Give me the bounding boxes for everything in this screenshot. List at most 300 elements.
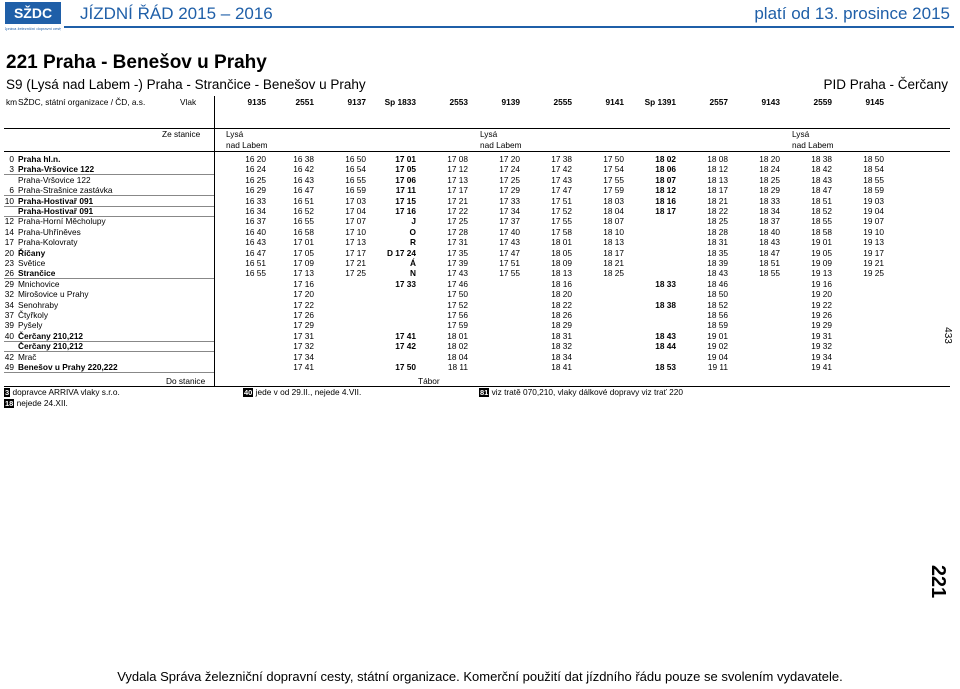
- departure-time: 17 07: [345, 216, 366, 227]
- departure-time: 18 10: [603, 226, 624, 237]
- operator-label: SŽDC, státní organizace / ČD, a.s.: [18, 97, 146, 107]
- departure-time: 18 20: [759, 154, 780, 164]
- departure-time: 16 37: [245, 216, 266, 227]
- station-name: Mrač: [18, 351, 37, 362]
- train-number: 2555: [553, 97, 572, 107]
- departure-time: 17 41: [395, 330, 416, 341]
- departure-time: 18 25: [603, 268, 624, 279]
- departure-time: 19 17: [863, 247, 884, 258]
- km-label: km: [6, 97, 18, 107]
- departure-time: 18 44: [655, 341, 676, 352]
- note-text: dopravce ARRIVA vlaky s.r.o.: [12, 387, 120, 397]
- departure-time: 16 42: [293, 164, 314, 175]
- departure-time: 17 55: [603, 174, 624, 185]
- departure-time: 18 50: [707, 289, 728, 300]
- departure-time: 17 59: [447, 320, 468, 331]
- note-badge: 18: [5, 399, 14, 408]
- station-km: 17: [4, 237, 14, 248]
- departure-time: 19 02: [707, 341, 728, 352]
- departure-time: 16 33: [245, 195, 266, 206]
- departure-time: 19 32: [811, 341, 832, 352]
- origin-station: nad Labem: [792, 140, 834, 150]
- departure-time: 17 47: [499, 247, 520, 258]
- departure-time: 18 04: [447, 351, 468, 362]
- station-name: Praha hl.n.: [18, 154, 61, 164]
- departure-time: 17 04: [345, 206, 366, 216]
- row-separator: [4, 341, 214, 342]
- station-km: 39: [4, 320, 14, 331]
- pid-label: PID Praha - Čerčany: [823, 77, 948, 92]
- station-name: Praha-Horní Měcholupy: [18, 216, 106, 227]
- departure-time: 16 55: [293, 216, 314, 227]
- departure-time: 19 16: [811, 278, 832, 289]
- departure-time: 18 26: [551, 310, 572, 320]
- station-name: Praha-Vršovice 122: [18, 164, 95, 175]
- departure-time: 18 13: [603, 237, 624, 248]
- departure-time: 18 17: [603, 247, 624, 258]
- departure-time: 17 39: [447, 258, 468, 268]
- departure-time: 16 25: [245, 174, 266, 185]
- departure-time: 18 16: [655, 195, 676, 206]
- departure-time: 16 50: [345, 154, 366, 164]
- note-text: viz tratě 070,210, vlaky dálkové dopravy viz trať 220: [491, 387, 683, 397]
- departure-time: 18 17: [655, 206, 676, 216]
- train-number: Sp 1391: [644, 97, 676, 107]
- departure-time: 18 51: [811, 195, 832, 206]
- departure-time: 16 43: [245, 237, 266, 248]
- departure-time: 19 05: [811, 247, 832, 258]
- valid-from: platí od 13. prosince 2015: [754, 4, 950, 23]
- departure-time: 18 25: [707, 216, 728, 227]
- departure-time: 17 34: [499, 206, 520, 216]
- departure-time: 18 07: [603, 216, 624, 227]
- departure-time: 18 31: [551, 330, 572, 341]
- origin-station: Lysá: [792, 129, 810, 139]
- departure-time: 16 51: [245, 258, 266, 268]
- departure-time: 17 01: [395, 154, 416, 164]
- row-separator: [4, 195, 214, 196]
- station-km: 34: [4, 299, 14, 310]
- departure-time: 18 07: [655, 174, 676, 185]
- station-name: Čerčany 210,212: [18, 341, 84, 352]
- departure-time: 17 55: [551, 216, 572, 227]
- departure-time: 17 16: [395, 206, 416, 216]
- station-km: 6: [9, 185, 14, 196]
- departure-time: 19 20: [811, 289, 832, 300]
- departure-time: 17 05: [395, 164, 416, 175]
- departure-time: 17 21: [345, 258, 366, 268]
- departure-time: 18 16: [551, 278, 572, 289]
- departure-time: 17 08: [447, 154, 468, 164]
- departure-time: 17 25: [499, 174, 520, 185]
- departure-time: 18 01: [551, 237, 572, 248]
- departure-time: 18 43: [811, 174, 832, 185]
- footer: Vydala Správa železniční dopravní cesty, státní organizace. Komerční použití dat jízdního řádu pouze se svolením vydavatele.: [117, 669, 843, 684]
- departure-time: 18 58: [811, 226, 832, 237]
- departure-time: 17 37: [499, 216, 520, 227]
- departure-time: 17 34: [293, 351, 314, 362]
- departure-time: 18 21: [707, 195, 728, 206]
- departure-time: 18 29: [551, 320, 572, 331]
- departure-time: 18 38: [811, 154, 832, 164]
- train-number: 2557: [709, 97, 728, 107]
- station-km: 42: [4, 351, 14, 362]
- logo-sub: Správa železniční dopravní cesty: [5, 26, 61, 31]
- departure-time: 19 11: [707, 362, 728, 372]
- logo: [5, 2, 61, 32]
- station-km: 3: [9, 164, 14, 175]
- station-km: 12: [4, 216, 14, 227]
- departure-time: 16 43: [293, 174, 314, 185]
- vlak-label: Vlak: [180, 97, 197, 107]
- station-km: 26: [4, 268, 14, 279]
- departure-time: J: [411, 216, 416, 227]
- departure-time: 18 47: [811, 185, 832, 196]
- station-name: Praha-Vršovice 122: [18, 174, 91, 185]
- departure-time: 18 59: [707, 320, 728, 331]
- station-name: Říčany: [18, 247, 46, 258]
- row-separator: [4, 174, 214, 175]
- departure-time: 18 05: [551, 247, 572, 258]
- column-divider: [214, 96, 215, 386]
- departure-time: 16 58: [293, 226, 314, 237]
- departure-time: 18 59: [863, 185, 884, 196]
- departure-time: 17 29: [499, 185, 520, 196]
- route-title: 221 Praha - Benešov u Prahy: [6, 52, 267, 73]
- departure-time: 19 04: [707, 351, 728, 362]
- departure-time: 17 24: [499, 164, 520, 175]
- departure-time: 17 35: [447, 247, 468, 258]
- departure-time: 17 52: [447, 299, 468, 310]
- row-separator: [4, 372, 214, 373]
- departure-time: 17 50: [447, 289, 468, 300]
- departure-time: 17 58: [551, 226, 572, 237]
- departure-time: 18 13: [707, 174, 728, 185]
- train-number: 9141: [605, 97, 624, 107]
- note-badge: 3: [5, 388, 10, 397]
- departure-time: 17 28: [447, 226, 468, 237]
- departure-time: 17 13: [345, 237, 366, 248]
- departure-time: 17 54: [603, 164, 624, 175]
- departure-time: 17 17: [447, 185, 468, 196]
- station-km: 20: [4, 247, 14, 258]
- departure-time: D 17 24: [386, 247, 416, 258]
- station-km: 40: [4, 330, 14, 341]
- train-number: 9139: [501, 97, 520, 107]
- departure-time: 19 21: [863, 258, 884, 268]
- station-km: 37: [4, 310, 14, 320]
- station-name: Čtyřkoly: [18, 310, 48, 320]
- departure-time: 16 54: [345, 164, 366, 175]
- document-title: JÍZDNÍ ŘÁD 2015 – 2016: [80, 4, 273, 23]
- departure-time: 17 26: [293, 310, 314, 320]
- station-km: 0: [9, 154, 14, 164]
- departure-time: 18 39: [707, 258, 728, 268]
- departure-time: 17 25: [447, 216, 468, 227]
- departure-time: 19 09: [811, 258, 832, 268]
- departure-time: 18 43: [759, 237, 780, 248]
- departure-time: 19 41: [811, 362, 832, 372]
- departure-time: 17 40: [499, 226, 520, 237]
- departure-time: 19 25: [863, 268, 884, 279]
- station-km: 14: [4, 226, 14, 237]
- departure-time: 19 31: [811, 330, 832, 341]
- station-name: Pyšely: [18, 320, 43, 331]
- departure-time: 19 01: [811, 237, 832, 248]
- departure-time: 16 52: [293, 206, 314, 216]
- departure-time: 17 22: [293, 299, 314, 310]
- to-label: Do stanice: [166, 376, 206, 386]
- departure-time: 18 50: [863, 154, 884, 164]
- departure-time: 18 55: [811, 216, 832, 227]
- departure-time: 19 13: [811, 268, 832, 279]
- departure-time: 19 01: [707, 330, 728, 341]
- departure-time: 19 07: [863, 216, 884, 227]
- departure-time: 17 55: [499, 268, 520, 279]
- departure-time: 16 47: [245, 247, 266, 258]
- departure-time: 17 10: [345, 226, 366, 237]
- departure-time: 18 02: [655, 154, 676, 164]
- departure-time: 17 20: [293, 289, 314, 300]
- note-badge: 40: [244, 388, 253, 397]
- station-name: Mnichovice: [18, 278, 60, 289]
- departure-time: 18 32: [551, 341, 572, 352]
- departure-time: 17 52: [551, 206, 572, 216]
- departure-time: 16 40: [245, 226, 266, 237]
- departure-time: 17 51: [499, 258, 520, 268]
- origin-station: Lysá: [226, 129, 244, 139]
- logo-text: SŽDC: [13, 5, 53, 21]
- departure-time: 16 38: [293, 154, 314, 164]
- departure-time: 16 51: [293, 195, 314, 206]
- departure-time: 17 51: [551, 195, 572, 206]
- departure-time: 18 51: [759, 258, 780, 268]
- note-badge: 81: [480, 388, 489, 397]
- departure-time: 18 43: [707, 268, 728, 279]
- departure-time: 17 03: [345, 195, 366, 206]
- departure-time: Á: [410, 258, 416, 268]
- station-name: Světice: [18, 258, 46, 268]
- origin-station: nad Labem: [226, 140, 268, 150]
- departure-time: 18 12: [655, 185, 676, 196]
- departure-time: 18 41: [551, 362, 572, 372]
- station-name: Praha-Hostivař 091: [18, 206, 94, 216]
- departure-time: 18 34: [759, 206, 780, 216]
- departure-time: 17 33: [395, 278, 416, 289]
- departure-time: 17 06: [395, 174, 416, 185]
- station-km: 32: [4, 289, 14, 300]
- departure-time: 18 54: [863, 164, 884, 175]
- departure-time: 17 12: [447, 164, 468, 175]
- departure-time: 17 20: [499, 154, 520, 164]
- from-label: Ze stanice: [162, 129, 201, 139]
- train-number: 9137: [347, 97, 366, 107]
- destination-tabor: Tábor: [418, 376, 440, 386]
- departure-time: 17 32: [293, 341, 314, 352]
- departure-time: 18 55: [759, 268, 780, 279]
- departure-time: 18 35: [707, 247, 728, 258]
- departure-time: 16 34: [245, 206, 266, 216]
- departure-time: 17 42: [551, 164, 572, 175]
- departure-time: 16 59: [345, 185, 366, 196]
- station-km: 49: [4, 362, 14, 372]
- departure-time: 18 22: [551, 299, 572, 310]
- note-text: nejede 24.XII.: [16, 398, 68, 408]
- station-name: Senohraby: [18, 299, 59, 310]
- departure-time: 16 29: [245, 185, 266, 196]
- departure-time: 17 16: [293, 278, 314, 289]
- departure-time: 17 56: [447, 310, 468, 320]
- row-separator: [4, 216, 214, 217]
- side-page-number: 433: [942, 327, 954, 344]
- departure-time: 19 13: [863, 237, 884, 248]
- timetable: [4, 96, 950, 396]
- departure-time: 18 20: [551, 289, 572, 300]
- departure-time: 18 13: [551, 268, 572, 279]
- departure-time: 18 33: [759, 195, 780, 206]
- train-number: 2559: [813, 97, 832, 107]
- departure-time: 18 17: [707, 185, 728, 196]
- departure-time: 17 33: [499, 195, 520, 206]
- departure-time: 19 04: [863, 206, 884, 216]
- departure-time: 18 09: [551, 258, 572, 268]
- divider: [4, 151, 950, 152]
- departure-time: 18 33: [655, 278, 676, 289]
- departure-time: 18 08: [707, 154, 728, 164]
- departure-time: 18 43: [655, 330, 676, 341]
- departure-time: 19 26: [811, 310, 832, 320]
- departure-time: 18 52: [707, 299, 728, 310]
- row-separator: [4, 351, 214, 352]
- departure-time: 18 47: [759, 247, 780, 258]
- departure-time: 17 25: [345, 268, 366, 279]
- departure-time: 17 59: [603, 185, 624, 196]
- train-number: 9143: [761, 97, 780, 107]
- train-number: 2553: [449, 97, 468, 107]
- station-km: 10: [4, 195, 14, 206]
- departure-time: 18 02: [447, 341, 468, 352]
- station-km: 29: [4, 278, 14, 289]
- departure-time: 18 29: [759, 185, 780, 196]
- station-name: Benešov u Prahy 220,222: [18, 362, 118, 372]
- departure-time: 17 41: [293, 362, 314, 372]
- departure-time: 19 03: [863, 195, 884, 206]
- big-route-number: 221: [926, 564, 949, 599]
- departure-time: 17 31: [447, 237, 468, 248]
- train-number: Sp 1833: [384, 97, 416, 107]
- departure-time: 17 15: [395, 195, 416, 206]
- departure-time: 17 43: [551, 174, 572, 185]
- note-text: jede v od 29.II., nejede 4.VII.: [255, 387, 362, 397]
- departure-time: 18 55: [863, 174, 884, 185]
- departure-time: O: [409, 226, 416, 237]
- departure-time: 18 12: [707, 164, 728, 175]
- departure-time: 17 17: [345, 247, 366, 258]
- departure-time: 18 46: [707, 278, 728, 289]
- header-rule: [64, 26, 954, 28]
- departure-time: 17 50: [603, 154, 624, 164]
- departure-time: 17 01: [293, 237, 314, 248]
- departure-time: 16 55: [245, 268, 266, 279]
- departure-time: 19 29: [811, 320, 832, 331]
- departure-time: 18 37: [759, 216, 780, 227]
- departure-time: 19 22: [811, 299, 832, 310]
- row-separator: [4, 206, 214, 207]
- departure-time: 18 34: [551, 351, 572, 362]
- departure-time: 18 24: [759, 164, 780, 175]
- departure-time: 17 50: [395, 362, 416, 372]
- departure-time: 18 52: [811, 206, 832, 216]
- departure-time: 17 31: [293, 330, 314, 341]
- station-name: Praha-Hostivař 091: [18, 195, 94, 206]
- departure-time: 18 01: [447, 330, 468, 341]
- departure-time: 18 04: [603, 206, 624, 216]
- departure-time: 17 38: [551, 154, 572, 164]
- departure-time: 18 06: [655, 164, 676, 175]
- row-separator: [4, 278, 214, 279]
- departure-time: 16 47: [293, 185, 314, 196]
- departure-time: 18 31: [707, 237, 728, 248]
- departure-time: 18 42: [811, 164, 832, 175]
- departure-time: 18 21: [603, 258, 624, 268]
- route-subtitle: S9 (Lysá nad Labem -) Praha - Strančice - Benešov u Prahy: [6, 77, 366, 92]
- departure-time: 18 03: [603, 195, 624, 206]
- departure-time: 18 40: [759, 226, 780, 237]
- departure-time: 17 43: [447, 268, 468, 279]
- departure-time: N: [410, 268, 416, 279]
- station-km: 23: [4, 258, 14, 268]
- departure-time: 17 47: [551, 185, 572, 196]
- departure-time: 16 24: [245, 164, 266, 175]
- station-name: Praha-Uhříněves: [18, 226, 81, 237]
- divider: [4, 386, 950, 387]
- origin-station: nad Labem: [480, 140, 522, 150]
- departure-time: 17 29: [293, 320, 314, 331]
- train-number: 9145: [865, 97, 884, 107]
- station-name: Mirošovice u Prahy: [18, 289, 89, 300]
- departure-time: 18 56: [707, 310, 728, 320]
- departure-time: 17 42: [395, 341, 416, 352]
- departure-time: 17 13: [447, 174, 468, 185]
- departure-time: 18 11: [447, 362, 468, 372]
- departure-time: 17 09: [293, 258, 314, 268]
- departure-time: 16 20: [245, 154, 266, 164]
- departure-time: 17 46: [447, 278, 468, 289]
- train-number: 2551: [295, 97, 314, 107]
- departure-time: 18 28: [707, 226, 728, 237]
- departure-time: 17 43: [499, 237, 520, 248]
- station-name: Strančice: [18, 268, 56, 279]
- origin-station: Lysá: [480, 129, 498, 139]
- departure-time: 18 25: [759, 174, 780, 185]
- departure-time: 19 10: [863, 226, 884, 237]
- departure-time: 18 53: [655, 362, 676, 372]
- departure-time: 16 55: [345, 174, 366, 185]
- departure-time: 17 13: [293, 268, 314, 279]
- departure-time: R: [410, 237, 416, 248]
- departure-time: 17 21: [447, 195, 468, 206]
- departure-time: 19 34: [811, 351, 832, 362]
- departure-time: 18 38: [655, 299, 676, 310]
- train-number: 9135: [247, 97, 266, 107]
- station-name: Praha-Kolovraty: [18, 237, 78, 248]
- station-name: Čerčany 210,212: [18, 330, 84, 341]
- departure-time: 18 22: [707, 206, 728, 216]
- departure-time: 17 11: [395, 185, 416, 196]
- departure-time: 17 05: [293, 247, 314, 258]
- departure-time: 17 22: [447, 206, 468, 216]
- station-name: Praha-Strašnice zastávka: [18, 185, 113, 196]
